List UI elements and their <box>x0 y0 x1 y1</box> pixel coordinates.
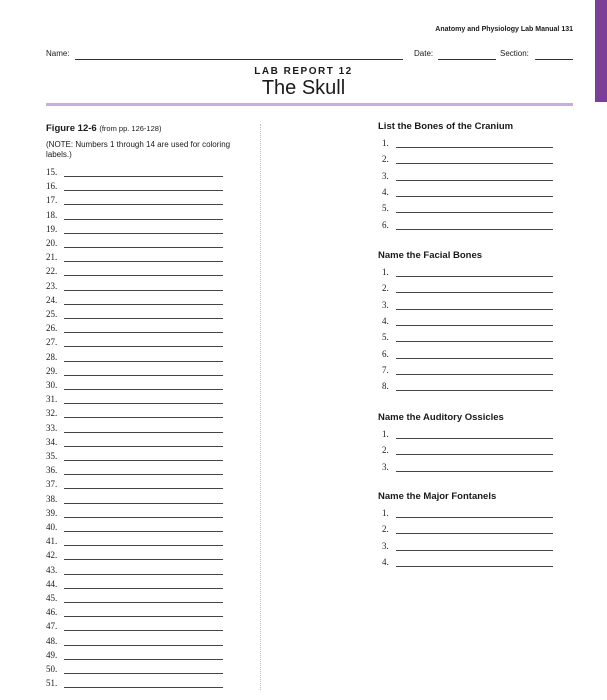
section-item-number: 2. <box>382 445 389 456</box>
figure-answer-line[interactable] <box>64 389 223 390</box>
section-title: List the Bones of the Cranium <box>378 121 514 132</box>
figure-answer-line[interactable] <box>64 559 223 560</box>
figure-answer-line[interactable] <box>64 332 223 333</box>
figure-answer-line[interactable] <box>64 290 223 291</box>
figure-answer-line[interactable] <box>64 630 223 631</box>
section-answer-line[interactable] <box>396 390 553 391</box>
name-field[interactable] <box>75 59 403 60</box>
figure-item-number: 40. <box>46 522 58 532</box>
figure-answer-line[interactable] <box>64 588 223 589</box>
figure-answer-line[interactable] <box>64 361 223 362</box>
section-item-number: 2. <box>382 283 389 294</box>
section-item-number: 5. <box>382 332 389 343</box>
figure-answer-line[interactable] <box>64 403 223 404</box>
section-answer-line[interactable] <box>396 325 553 326</box>
figure-answer-line[interactable] <box>64 602 223 603</box>
name-label: Name: <box>46 49 70 58</box>
section-answer-line[interactable] <box>396 566 553 567</box>
section-label: Section: <box>500 49 529 58</box>
figure-item-number: 31. <box>46 394 58 405</box>
figure-item-number: 29. <box>46 365 58 376</box>
section-answer-line[interactable] <box>396 550 553 551</box>
section-item-number: 3. <box>382 299 389 310</box>
figure-item-number: 23. <box>46 280 58 291</box>
figure-answer-line[interactable] <box>64 488 223 489</box>
figure-item-number: 34. <box>46 436 58 447</box>
figure-answer-line[interactable] <box>64 574 223 575</box>
section-field[interactable] <box>535 59 573 60</box>
figure-answer-line[interactable] <box>64 233 223 234</box>
figure-item-number: 48. <box>46 635 58 646</box>
section-title: Name the Facial Bones <box>378 250 483 261</box>
figure-answer-line[interactable] <box>64 346 223 347</box>
figure-item-number: 25. <box>46 309 58 319</box>
figure-answer-line[interactable] <box>64 517 223 518</box>
figure-answer-line[interactable] <box>64 446 223 447</box>
figure-item-number: 22. <box>46 266 58 277</box>
figure-item-number: 37. <box>46 479 58 490</box>
section-answer-line[interactable] <box>396 471 553 472</box>
figure-source: (from pp. 126-128) <box>99 124 162 133</box>
section-item-number: 2. <box>382 524 389 535</box>
figure-item-number: 44. <box>46 578 58 589</box>
figure-item-number: 17. <box>46 195 58 206</box>
figure-answer-line[interactable] <box>64 318 223 319</box>
section-item-number: 3. <box>382 540 389 551</box>
column-divider <box>260 124 261 690</box>
figure-item-number: 26. <box>46 323 58 334</box>
figure-answer-line[interactable] <box>64 375 223 376</box>
section-answer-line[interactable] <box>396 147 553 148</box>
date-label: Date: <box>414 49 434 58</box>
figure-answer-line[interactable] <box>64 659 223 660</box>
section-answer-line[interactable] <box>396 438 553 439</box>
section-title: Name the Auditory Ossicles <box>378 412 504 423</box>
section-item-number: 7. <box>382 364 389 375</box>
section-answer-line[interactable] <box>396 309 553 310</box>
figure-answer-line[interactable] <box>64 545 223 546</box>
section-item-number: 6. <box>382 219 389 230</box>
figure-answer-line[interactable] <box>64 474 223 475</box>
figure-item-number: 15. <box>46 167 58 177</box>
section-answer-line[interactable] <box>396 196 553 197</box>
figure-answer-line[interactable] <box>64 503 223 504</box>
figure-answer-line[interactable] <box>64 432 223 433</box>
figure-answer-line[interactable] <box>64 176 223 177</box>
section-answer-line[interactable] <box>396 517 553 518</box>
figure-item-number: 47. <box>46 621 58 632</box>
figure-item-number: 41. <box>46 536 58 547</box>
figure-item-number: 38. <box>46 493 58 504</box>
figure-item-number: 36. <box>46 465 58 476</box>
figure-answer-line[interactable] <box>64 304 223 305</box>
figure-note: (NOTE: Numbers 1 through 14 are used for coloring labels.) <box>46 140 231 159</box>
figure-item-number: 16. <box>46 181 58 192</box>
figure-item-number: 50. <box>46 664 58 674</box>
section-item-number: 4. <box>382 186 389 197</box>
figure-item-number: 46. <box>46 607 58 618</box>
figure-item-number: 21. <box>46 252 58 263</box>
figure-item-number: 51. <box>46 678 58 689</box>
figure-answer-line[interactable] <box>64 417 223 418</box>
figure-item-number: 24. <box>46 294 58 305</box>
section-answer-line[interactable] <box>396 229 553 230</box>
figure-item-number: 35. <box>46 451 58 461</box>
figure-item-number: 45. <box>46 593 58 603</box>
figure-answer-line[interactable] <box>64 531 223 532</box>
section-answer-line[interactable] <box>396 358 553 359</box>
figure-item-number: 43. <box>46 564 58 575</box>
section-answer-line[interactable] <box>396 212 553 213</box>
section-item-number: 4. <box>382 556 389 567</box>
section-item-number: 1. <box>382 267 389 277</box>
section-answer-line[interactable] <box>396 292 553 293</box>
section-title: Name the Major Fontanels <box>378 491 497 502</box>
section-item-number: 2. <box>382 154 389 165</box>
figure-item-number: 20. <box>46 238 58 248</box>
figure-answer-line[interactable] <box>64 673 223 674</box>
section-item-number: 3. <box>382 170 389 181</box>
section-answer-line[interactable] <box>396 341 553 342</box>
figure-answer-line[interactable] <box>64 190 223 191</box>
section-item-number: 1. <box>382 138 389 148</box>
figure-answer-line[interactable] <box>64 460 223 461</box>
figure-item-number: 42. <box>46 550 58 561</box>
figure-answer-line[interactable] <box>64 687 223 688</box>
title-rule <box>46 103 573 106</box>
figure-item-number: 28. <box>46 351 58 362</box>
figure-item-number: 39. <box>46 507 58 518</box>
figure-heading <box>46 123 161 134</box>
section-answer-line[interactable] <box>396 533 553 534</box>
figure-item-number: 33. <box>46 422 58 433</box>
figure-item-number: 27. <box>46 337 58 348</box>
section-item-number: 5. <box>382 203 389 214</box>
section-answer-line[interactable] <box>396 374 553 375</box>
section-item-number: 1. <box>382 508 389 518</box>
figure-item-number: 32. <box>46 408 58 419</box>
figure-answer-line[interactable] <box>64 645 223 646</box>
section-item-number: 4. <box>382 315 389 326</box>
figure-answer-line[interactable] <box>64 219 223 220</box>
section-item-number: 8. <box>382 381 389 392</box>
figure-answer-line[interactable] <box>64 247 223 248</box>
figure-answer-line[interactable] <box>64 261 223 262</box>
running-head: Anatomy and Physiology Lab Manual 131 <box>435 26 573 33</box>
figure-answer-line[interactable] <box>64 275 223 276</box>
lab-report-label: LAB REPORT 12 <box>254 66 353 77</box>
figure-item-number: 18. <box>46 209 58 220</box>
page-title: The Skull <box>261 77 346 99</box>
date-field[interactable] <box>438 59 496 60</box>
figure-title: Figure 12-6 <box>46 123 97 134</box>
section-answer-line[interactable] <box>396 454 553 455</box>
figure-answer-line[interactable] <box>64 616 223 617</box>
section-answer-line[interactable] <box>396 163 553 164</box>
figure-item-number: 30. <box>46 380 58 390</box>
section-item-number: 6. <box>382 348 389 359</box>
section-item-number: 1. <box>382 429 389 439</box>
figure-item-number: 49. <box>46 649 58 660</box>
figure-answer-line[interactable] <box>64 204 223 205</box>
section-answer-line[interactable] <box>396 180 553 181</box>
section-answer-line[interactable] <box>396 276 553 277</box>
section-item-number: 3. <box>382 461 389 472</box>
figure-item-number: 19. <box>46 223 58 234</box>
